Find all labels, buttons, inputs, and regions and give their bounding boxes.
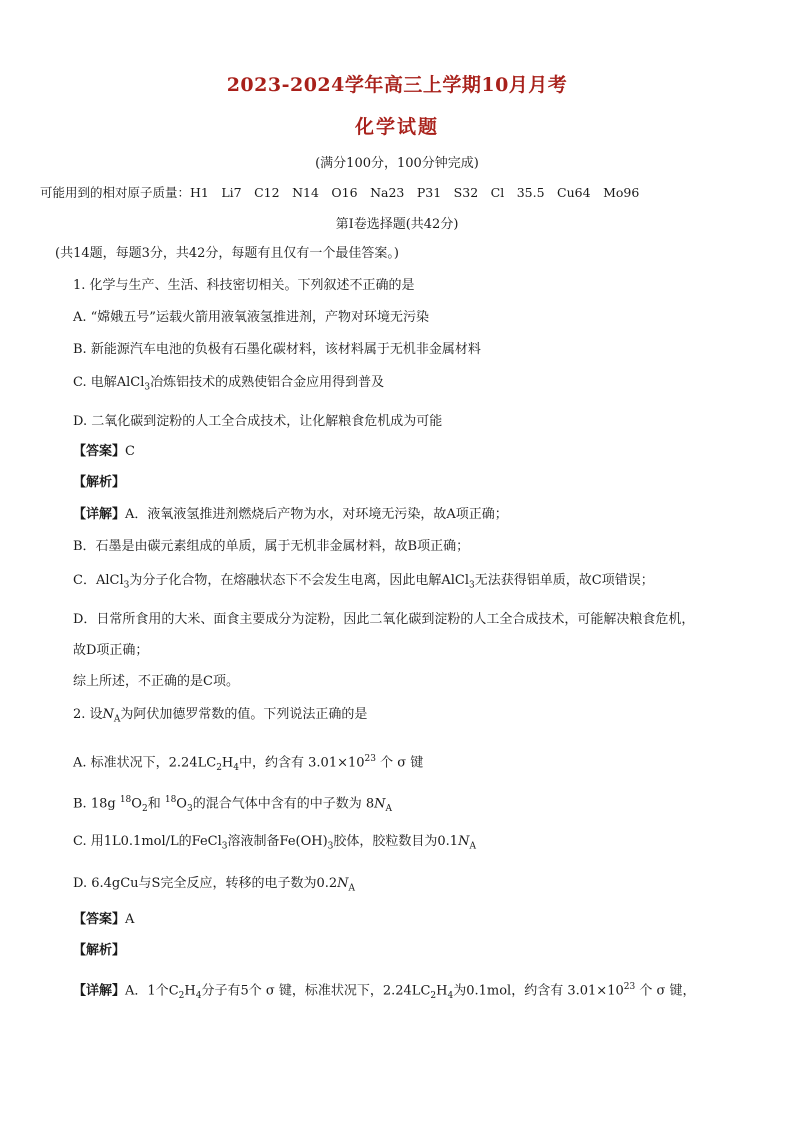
- section-instructions: (共14题，每题3分，共42分，每题有且仅有一个最佳答案。): [55, 246, 399, 261]
- question-1-option-c: C. 电解AlCl$_3$冶炼铝技术的成熟使铝合金应用得到普及: [73, 375, 385, 393]
- question-2-option-c: C. 用1L0.1mol/L的FeCl$_3$溶液制备$Fe(OH)_3$胶体，胶粒数目为$0.1N_A$: [73, 834, 476, 852]
- question-1-summary: 综上所述，不正确的是C项。: [73, 674, 239, 689]
- question-1-stem: 1. 化学与生产、生活、科技密切相关。下列叙述不正确的是: [73, 278, 415, 293]
- question-1-answer: 【答案】C: [73, 444, 135, 459]
- subject-title: 化学试题: [354, 116, 439, 138]
- question-1-analysis-label: 【解析】: [73, 475, 126, 490]
- question-2-option-d: D. 6.4gCu与S完全反应，转移的电子数为$0.2N_A$: [73, 876, 356, 894]
- question-2-answer: 【答案】A: [73, 912, 135, 927]
- question-2-detail-a: 【详解】A．1个$C_2H_4$分子有5个 σ 键，标准状况下，$2.24LC_2H_4$为0.1mol，约含有 $3.01\times 10^{23}$ 个 σ 键，: [73, 982, 696, 1001]
- question-2-analysis-label: 【解析】: [73, 943, 126, 958]
- question-1-detail-a: 【详解】A．液氧液氢推进剂燃烧后产物为水，对环境无污染，故A项正确；: [73, 507, 508, 522]
- question-1-detail-b: B．石墨是由碳元素组成的单质，属于无机非金属材料，故B项正确；: [73, 539, 470, 554]
- question-1-detail-d-cont: 故D项正确；: [73, 643, 149, 658]
- exam-title: 2023-2024学年高三上学期10月月考: [226, 74, 568, 96]
- question-1-detail-c: C．AlCl$_3$为分子化合物，在熔融状态下不会发生电离，因此电解AlCl$_3$无法获得铝单质，故C项错误；: [73, 573, 654, 591]
- section-title: 第Ⅰ卷选择题(共42分): [335, 217, 459, 232]
- question-2-stem: 2. 设$N_A$为阿伏加德罗常数的值。下列说法正确的是: [73, 707, 368, 725]
- question-1-option-a: A. “嫦娥五号”运载火箭用液氧液氢推进剂，产物对环境无污染: [73, 310, 429, 325]
- question-1-option-b: B. 新能源汽车电池的负极有石墨化碳材料，该材料属于无机非金属材料: [73, 342, 481, 357]
- question-2-option-a: A. 标准状况下，$2.24LC_2H_4$中，约含有 $3.01\times 10^{23}$ 个 σ 键: [73, 754, 424, 773]
- question-2-option-b: B. 18g $^{18}O_2$和 $^{18}O_3$的混合气体中含有的中子数为 $8N_A$: [73, 795, 392, 814]
- exam-info: (满分100分，100分钟完成): [315, 156, 479, 171]
- atomic-masses: 可能用到的相对原子质量：H1 Li7 C12 N14 O16 Na23 P31 S32 Cl 35.5 Cu64 Mo96: [40, 185, 640, 200]
- question-1-option-d: D. 二氧化碳到淀粉的人工全合成技术，让化解粮食危机成为可能: [73, 414, 443, 429]
- question-1-detail-d: D．日常所食用的大米、面食主要成分为淀粉，因此二氧化碳到淀粉的人工全合成技术，可能解决粮食危机，: [73, 612, 695, 627]
